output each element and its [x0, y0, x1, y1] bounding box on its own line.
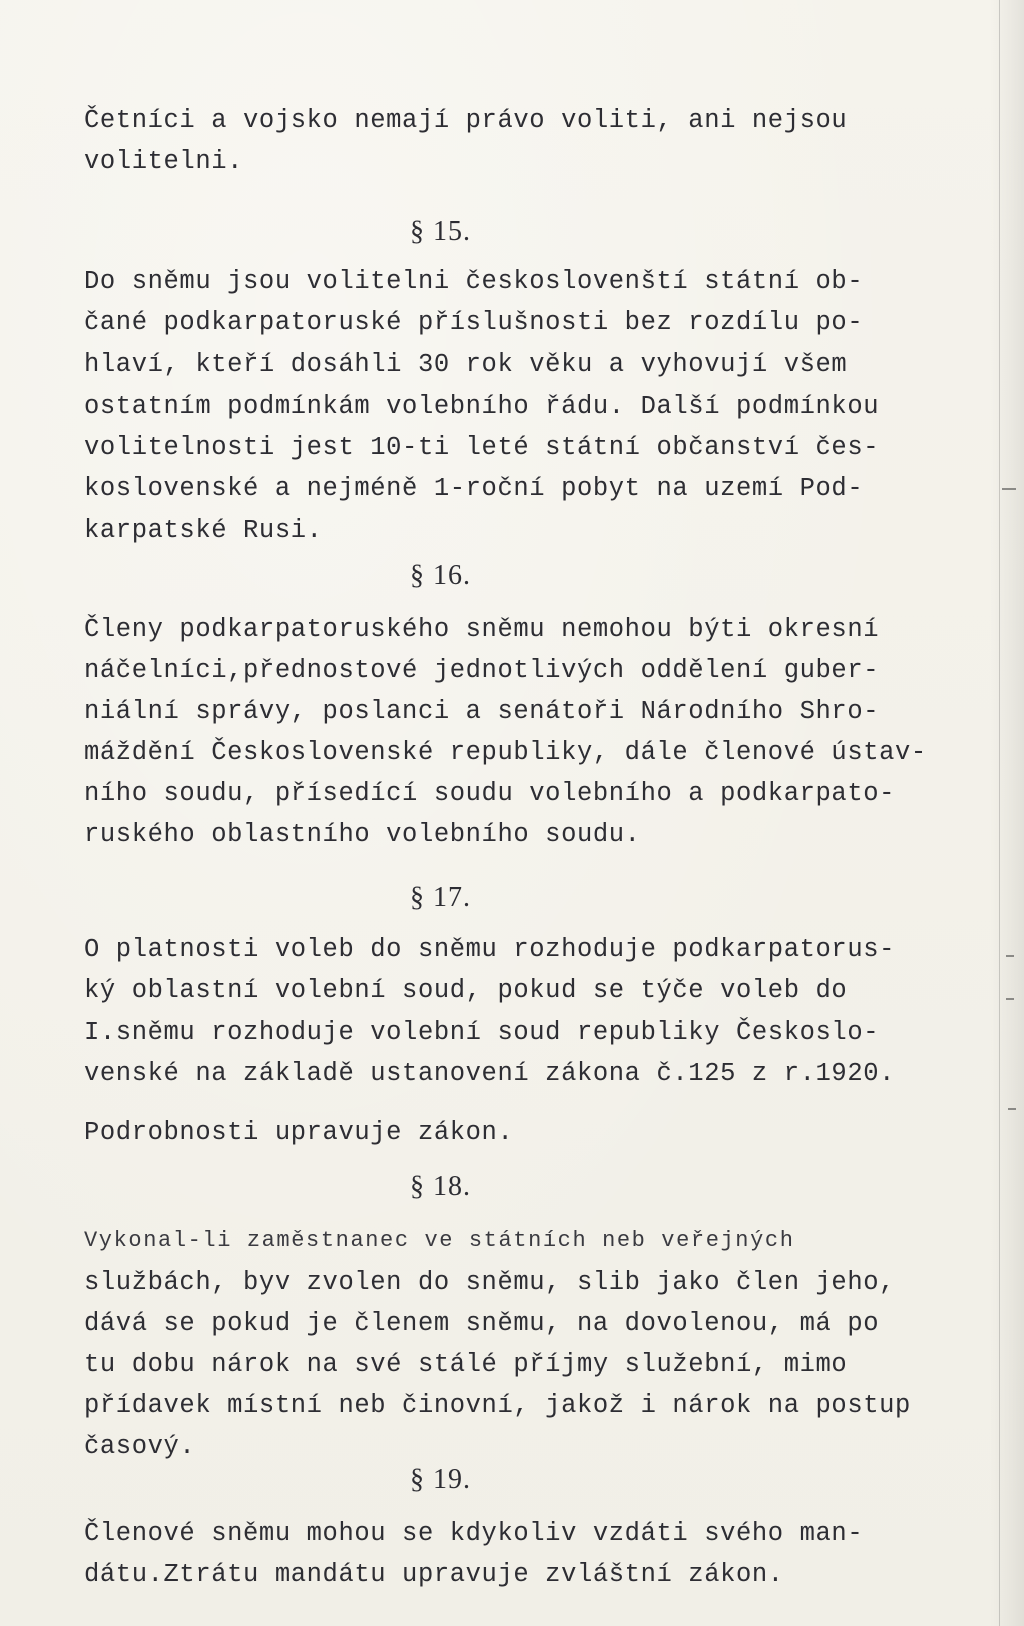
text-line: Do sněmu jsou volitelni českoslovenští státní ob-	[84, 267, 864, 296]
text-line: Podrobnosti upravuje zákon.	[84, 1118, 514, 1147]
text-line: ký oblastní volební soud, pokud se týče voleb do	[84, 976, 848, 1005]
text-line: O platnosti voleb do sněmu rozhoduje podkarpatorus-	[84, 935, 896, 964]
margin-mark	[1002, 488, 1016, 490]
text-line: ostatním podmínkám volebního řádu. Další podmínkou	[84, 392, 880, 421]
margin-mark	[1006, 998, 1014, 1000]
text-line: Členové sněmu mohou se kdykoliv vzdáti svého man-	[84, 1519, 864, 1548]
text-line: karpatské Rusi.	[84, 516, 323, 545]
margin-mark	[1006, 955, 1014, 957]
text-line: volitelni.	[84, 147, 244, 176]
text-line: venské na základě ustanovení zákona č.125 z r.1920.	[84, 1059, 896, 1088]
text-line: Vykonal-li zaměstnanec ve státních neb veřejných	[84, 1228, 795, 1253]
text-line: niální správy, poslanci a senátoři Národního Shro-	[84, 697, 880, 726]
section-heading-17: § 17.	[410, 882, 471, 913]
text-line: máždění Československé republiky, dále členové ústav-	[84, 738, 927, 767]
text-line: náčelníci,přednostové jednotlivých oddělení guber-	[84, 656, 880, 685]
section-heading-18: § 18.	[410, 1171, 471, 1202]
text-line: koslovenské a nejméně 1-roční pobyt na uzemí Pod-	[84, 474, 864, 503]
text-line: dává se pokud je členem sněmu, na dovolenou, má po	[84, 1309, 880, 1338]
text-line: I.sněmu rozhoduje volební soud republiky Českoslo-	[84, 1018, 880, 1047]
page-edge-shadow	[990, 0, 1024, 1626]
page-edge-line	[999, 0, 1000, 1626]
section-heading-15: § 15.	[410, 216, 471, 247]
text-line: ního soudu, přísedící soudu volebního a podkarpato-	[84, 779, 896, 808]
text-line: hlaví, kteří dosáhli 30 rok věku a vyhovují všem	[84, 350, 848, 379]
text-line: Četníci a vojsko nemají právo voliti, ani nejsou	[84, 106, 848, 135]
text-line: tu dobu nárok na své stálé příjmy služební, mimo	[84, 1350, 848, 1379]
text-line: volitelnosti jest 10-ti leté státní občanství čes-	[84, 433, 880, 462]
text-line: přídavek místní neb činovní, jakož i nárok na postup	[84, 1391, 911, 1420]
text-line: službách, byv zvolen do sněmu, slib jako člen jeho,	[84, 1268, 896, 1297]
text-line: Členy podkarpatoruského sněmu nemohou býti okresní	[84, 615, 880, 644]
section-heading-16: § 16.	[410, 560, 471, 591]
text-line: dátu.Ztrátu mandátu upravuje zvláštní zákon.	[84, 1560, 784, 1589]
text-line: čané podkarpatoruské příslušnosti bez rozdílu po-	[84, 308, 864, 337]
text-line: ruského oblastního volebního soudu.	[84, 820, 641, 849]
margin-mark	[1008, 1108, 1016, 1110]
text-line: časový.	[84, 1432, 196, 1461]
section-heading-19: § 19.	[410, 1464, 471, 1495]
